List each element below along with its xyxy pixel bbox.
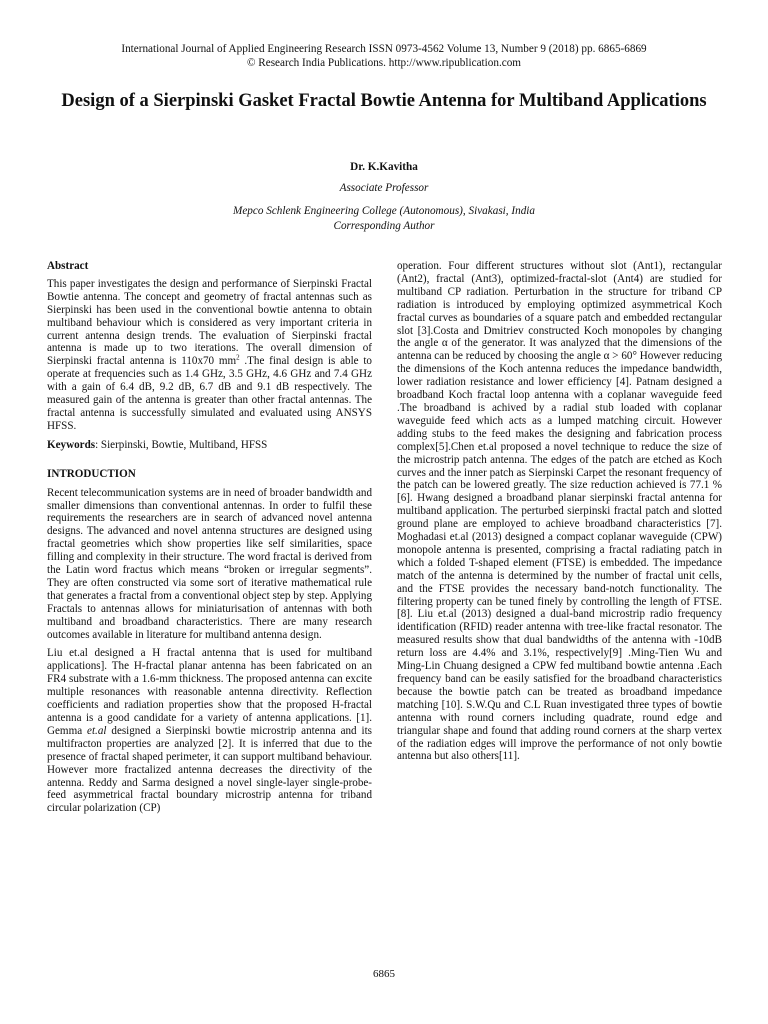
introduction-heading: INTRODUCTION xyxy=(47,467,136,480)
intro-paragraph-1: Recent telecommunication systems are in need of broader bandwidth and smaller dimensions than conventional antennas. In order to fulfil these requirements the researchers are in search of advanced novel antenna designs. The advanced and novel antenna structures are designed using fractal geometries which show properties like self similarities, space filling and complexity in their structure. The word fractal is derived from the Latin word fractus which means “broken or irregular segments”. They are often constructed via some sort of iterative mathematical rule that generates a fractal from a conventional object step by step. Applying Fractals to antennas allows for miniaturisation of antennas with both multiband and broadband characteristics. There are many research outcomes available in literature for multiband antenna design. xyxy=(47,486,373,641)
journal-header xyxy=(0,42,768,70)
right-column xyxy=(397,260,722,769)
journal-citation: International Journal of Applied Engineering Research ISSN 0973-4562 Volume 13, Number 9 (2018) pp. 6865-6869 xyxy=(121,43,647,55)
author-affiliation: Mepco Schlenk Engineering College (Autonomous), Sivakasi, India xyxy=(233,205,535,217)
publisher-line: © Research India Publications. http://www.ripublication.com xyxy=(246,57,522,69)
author-role: Associate Professor xyxy=(339,181,429,194)
author-name: Dr. K.Kavitha xyxy=(350,161,418,173)
page-number: 6865 xyxy=(373,968,395,980)
left-column xyxy=(47,260,372,821)
superscript: 2 xyxy=(236,353,240,362)
keywords xyxy=(47,439,372,452)
keywords-text: : Sierpinski, Bowtie, Multiband, HFSS xyxy=(95,438,268,451)
author-note: Corresponding Author xyxy=(333,219,435,232)
abstract-text: This paper investigates the design and performance of Sierpinski Fractal Bowtie antenna. The concept and geometry of fractal antennas such as Sierpinski has been used in the conventional bowtie antenna to obtain multiband behaviour which is considered as very important criteria in current antenna design trends. The evaluation of Sierpinski fractal antenna is made up to two iterations. The overall dimension of Sierpinski fractal antenna is 110x70 $mm^2$ .The final design is able to operate at frequencies such as 1.4 GHz, 3.5 GHz, 4.6 GHz and 7.4 GHz with a gain of 6.4 dB, 9.2 dB, 6.7 dB and 9.1 dB respectively. The measured gain of the antenna is greater than other fractal antennas. The fractal antenna is successfully simulated and evaluated using ANSYS HFSS. xyxy=(47,277,372,432)
abstract-heading: Abstract xyxy=(47,260,89,272)
author-block xyxy=(0,160,768,233)
intro-paragraph-2: Liu et.al designed a H fractal antenna that is used for multiband applications]. The H-fractal planar antenna has been fabricated on an FR4 substrate with a 1.6-mm thickness. The proposed antenna can excite multiple resonances with reasonable antenna directivity. Reflection coefficients and radiation properties show that the proposed H-fractal antenna is a good candidate for a variety of antenna applications. [1]. Gemma et.al designed a Sierpinski bowtie microstrip antenna and its multifracton properties are analyzed [2]. It is inferred that due to the presence of fractal shaped perimeter, it can support multiband behaviour. However more fractalized antenna decreases the directivity of the antenna. Reddy and Sarma designed a novel single-layer single-probe-feed asymmetrical fractal boundary microstrip antenna for triband circular polarization (CP) xyxy=(47,647,372,815)
paper-title: Design of a Sierpinski Gasket Fractal Bowtie Antenna for Multiband Applications xyxy=(61,91,707,111)
keywords-label: Keywords xyxy=(47,438,96,451)
intro-paragraph-3: operation. Four different structures without slot (Ant1), rectangular (Ant2), fractal (Ant3), optimized-fractal-slot (Ant4) are studied for multiband CP radiation. Perturbation in the structure for triband CP radiation is introduced by employing optimized asymmetrical Koch fractal curves as boundaries of a square patch and embedded rectangular slot [3].Costa and Dmitriev constructed Koch monopoles by changing the angle α of the generator. It was analyzed that the dimensions of the antenna can be reduced by choosing the angle α > 60° However reducing the dimensions of the Koch antenna reduces the impedance bandwidth, lower radiation resistance and lower efficiency [4]. Patnam designed a broadband Koch fractal loop antenna with a coplanar waveguide feed .The broadband is achived by a radial stub loaded with coplanar waveguide feed which acts as a lumped matching circuit. However adding stubs to the feed makes the designing and fabrication process complex[5].Chen et.al proposed a novel technique to reduce the size of the microstrip patch antenna. The edges of the patch are etched as Koch curves and the inner patch as Sierpinski Carpet the resonant frequency of the patch can be lowered greatly. The size reduction achieved is 77.1 % [6]. Hwang designed a broadband planar sierpinski fractal antenna for multiband application. The perturbed sierpinski fractal patch and slotted ground plane are employed to achieve broadband characteristics [7]. Moghadasi et.al (2013) designed a compact coplanar waveguide (CPW) monopole antenna is presented, comprising a fractal radiating patch in which a folded T-shaped element (FTSE) is embedded. The impedance match of the antenna is determined by the number of fractal unit cells, and the FTSE provides the necessary band-notch functionality. The filtering property can be tuned finely by controlling the length of FTSE. [8]. Liu et.al (2013) designed a dual-band microstrip radio frequency identification (RFID) reader antenna with tree-like fractal resonator. The measured results show that dual bandwidths of the antenna with -10dB return loss are 4.4% and 3.1%, respectively[9] .Ming-Tien Wu and Ming-Lin Chuang designed a CPW fed multiband bowtie antenna .Each frequency band can be easily satisfied for the broadband characteristics because the bowtie patch can be treated as broadband impedance matching [10]. S.W.Qu and C.L Ruan investigated three types of bowtie antenna with round corners including quadrate, round edge and triangular shape and found that adding round corners at the sharp vertex of the radiation edges will improve the performance of not only bowtie antenna but also others[11]. xyxy=(397,260,722,763)
